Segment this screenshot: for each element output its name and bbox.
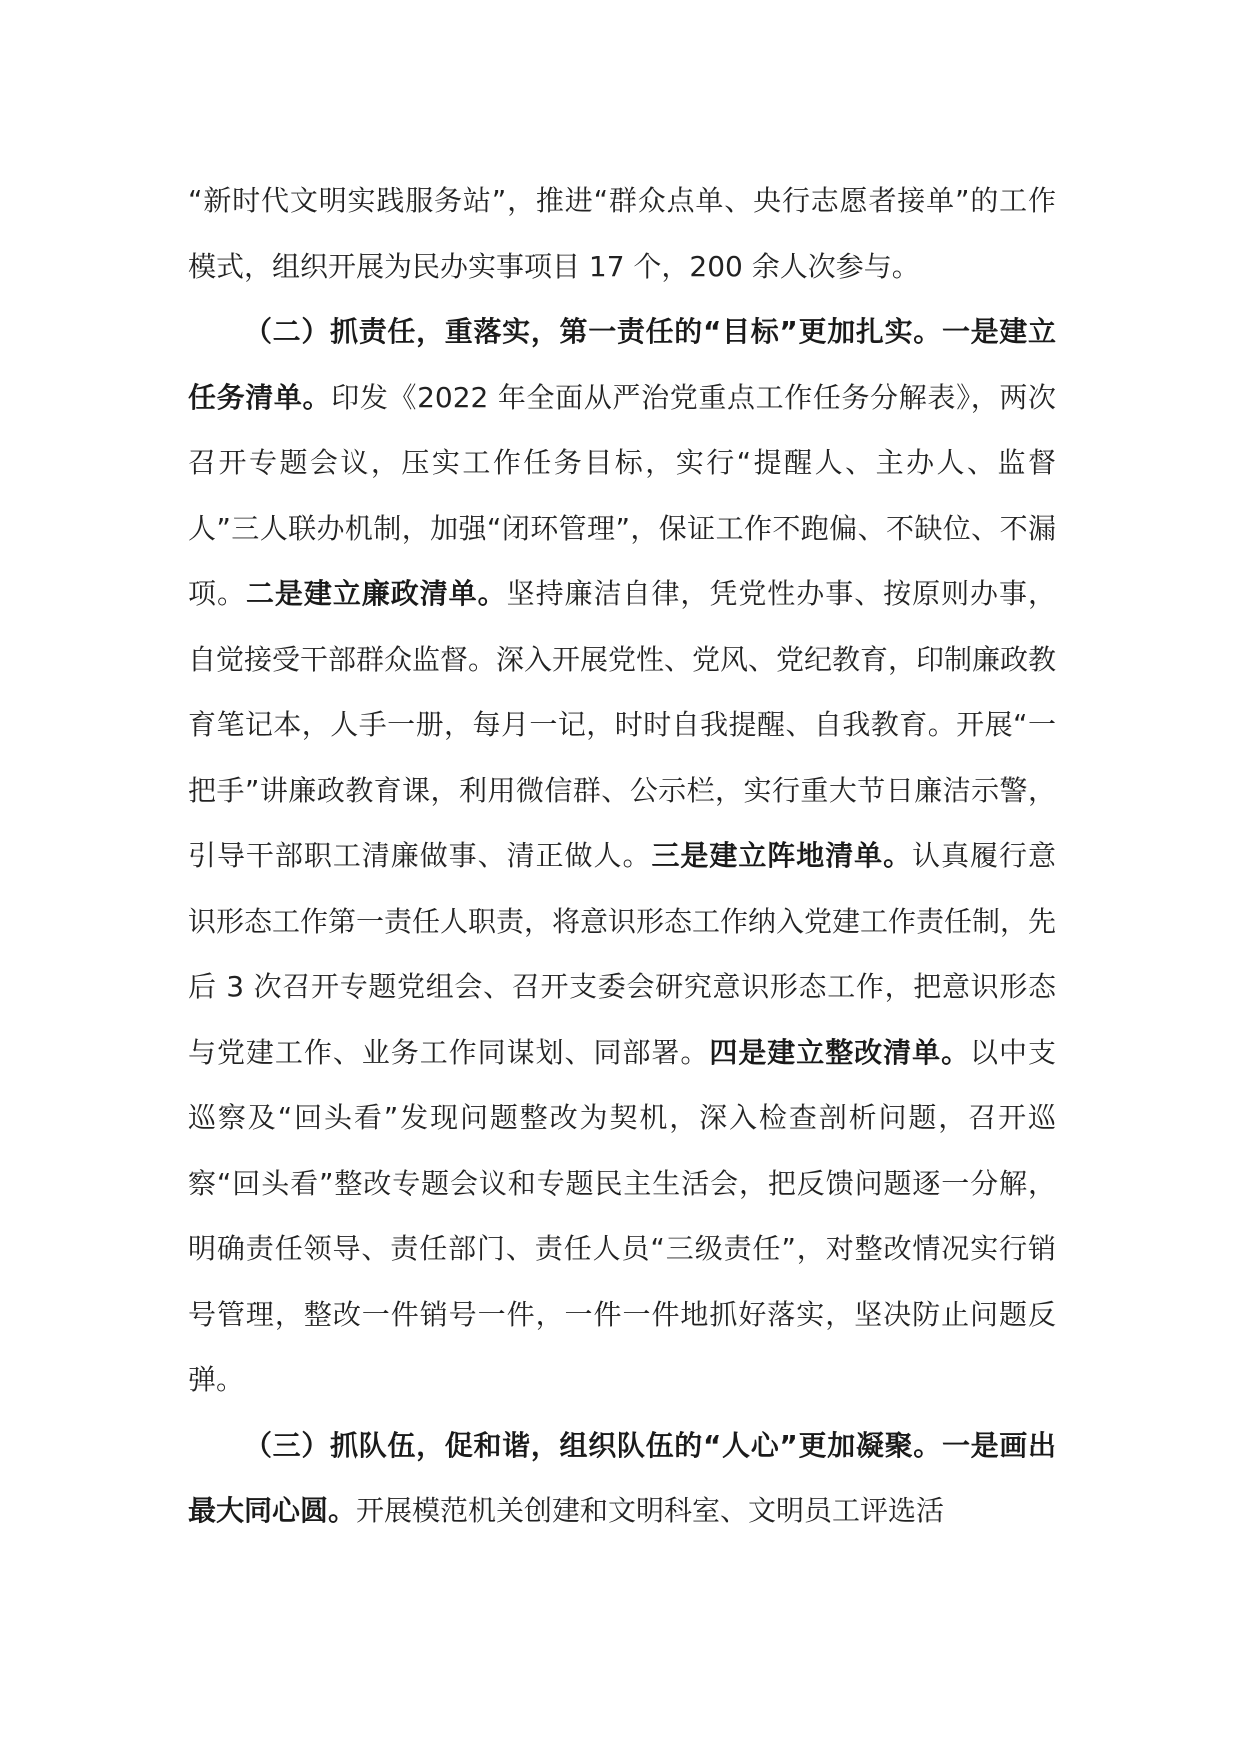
paragraph-3-text-1: 开展模范机关创建和文明科室、文明员工评选活 — [356, 1494, 945, 1527]
item-heading-lianzheng: 二是建立廉政清单。 — [245, 577, 507, 610]
paragraph-1 — [188, 168, 1056, 299]
section-heading-two: （二）抓责任，重落实，第一责任的“目标”更加扎实。一是建立任务清单。 — [188, 315, 1056, 414]
paragraph-2 — [188, 299, 1056, 1413]
paragraph-1-text: “新时代文明实践服务站”，推进“群众点单、央行志愿者接单”的工作模式，组织开展为民办实事项目 17 个，200 余人次参与。 — [188, 184, 1056, 283]
document-body — [188, 168, 1056, 1544]
paragraph-2-text-3: 认真履行意识形态工作第一责任人职责，将意识形态工作纳入党建工作责任制，先后 3 次召开专题党组会、召开支委会研究意识形态工作，把意识形态与党建工作、业务工作同谋划、同部署。 — [188, 839, 1057, 1069]
paragraph-3 — [188, 1413, 1056, 1544]
section-heading-three: （三）抓队伍，促和谐，组织队伍的“人心”更加凝聚。一是画出最大同心圆。 — [188, 1428, 1056, 1527]
item-heading-zhenggai: 四是建立整改清单。 — [709, 1035, 971, 1069]
item-heading-zhendi: 三是建立阵地清单。 — [651, 839, 913, 872]
paragraph-2-text-1: 印发《2022 年全面从严治党重点工作任务分解表》，两次召开专题会议，压实工作任务目标，实行“提醒人、主办人、监督人”三人联办机制，加强“闭环管理”，保证工作不跑偏、不缺位、不漏项。 — [188, 380, 1056, 610]
paragraph-2-text-4: 以中支巡察及“回头看”发现问题整改为契机，深入检查剖析问题，召开巡察“回头看”整改专题会议和专题民主生活会，把反馈问题逐一分解，明确责任领导、责任部门、责任人员“三级责任”，对整改情况实行销号管理，整改一件销号一件，一件一件地抓好落实，坚决防止问题反弹。 — [188, 1035, 1056, 1396]
paragraph-2-text-2: 坚持廉洁自律，凭党性办事、按原则办事，自觉接受干部群众监督。深入开展党性、党风、党纪教育，印制廉政教育笔记本，人手一册，每月一记，时时自我提醒、自我教育。开展“一把手”讲廉政教育课，利用微信群、公示栏，实行重大节日廉洁示警，引导干部职工清廉做事、清正做人。 — [188, 577, 1057, 872]
